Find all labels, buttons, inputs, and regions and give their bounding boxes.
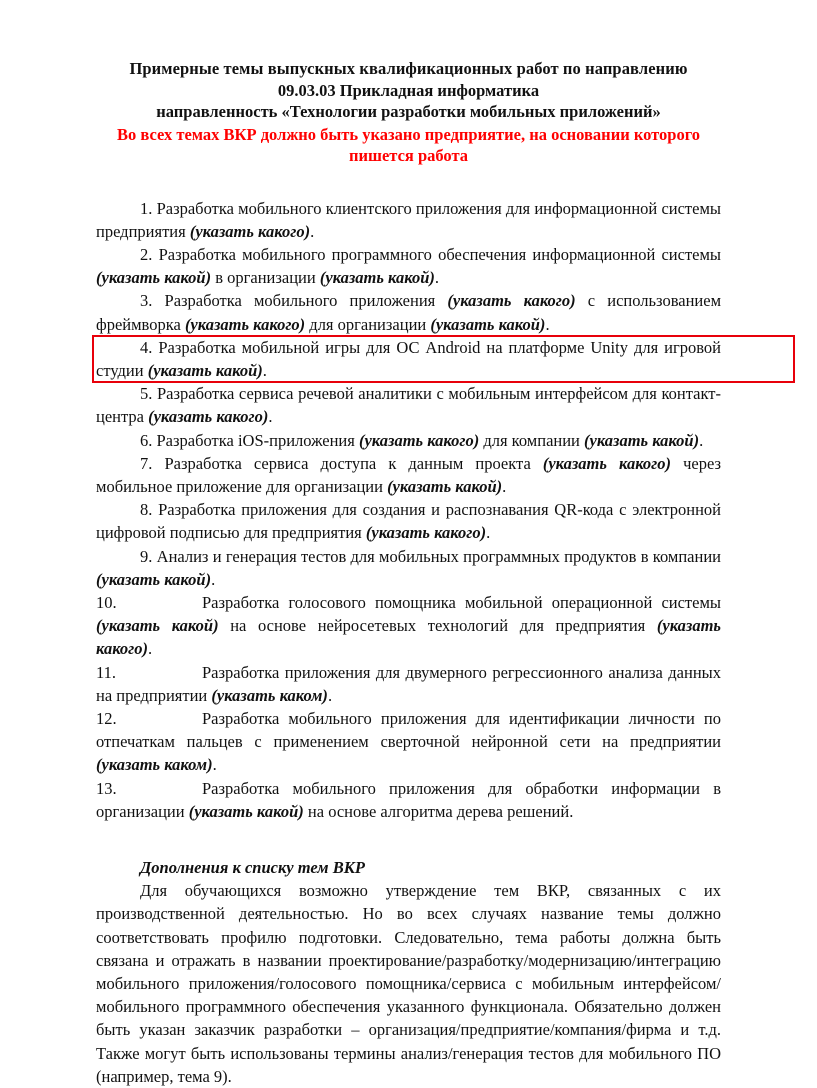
topic-text: . xyxy=(486,523,491,543)
topic-text: Разработка iOS-приложения xyxy=(156,430,359,450)
topic-item-number: 5. xyxy=(140,384,157,404)
topic-placeholder: (указать какой) xyxy=(188,801,304,821)
topic-placeholder: (указать какого) xyxy=(184,314,306,334)
topic-placeholder: (указать какой) xyxy=(584,430,700,450)
header-warning xyxy=(96,124,721,167)
addendum-section xyxy=(96,856,721,1088)
topic-text: . xyxy=(268,407,273,427)
topic-text: . xyxy=(212,755,217,775)
topic-placeholder: (указать какого) xyxy=(365,523,487,543)
topic-text: Разработка голосового помощника мобильной операционной системы xyxy=(202,592,721,612)
topic-item xyxy=(96,382,721,428)
topic-item-number: 9. xyxy=(140,546,157,566)
topic-text: для компании xyxy=(479,430,585,450)
topic-text: Разработка сервиса доступа к данным проекта xyxy=(164,453,543,473)
topic-placeholder: (указать какого) xyxy=(542,453,672,473)
topic-item-gap xyxy=(140,707,202,730)
topic-text: Разработка мобильной игры для ОС Android на платформе Unity для игровой студии xyxy=(96,337,721,380)
topic-item xyxy=(96,498,721,544)
topic-text: Разработка приложения для создания и распознавания QR-кода с электронной цифровой подписью для предприятия xyxy=(96,500,721,543)
header-title-line-3: направленность «Технологии разработки мобильных приложений» xyxy=(156,102,661,121)
topic-text: в организации xyxy=(211,268,320,288)
topic-item-number: 4. xyxy=(140,337,159,357)
topic-item-number: 8. xyxy=(140,500,159,520)
topic-placeholder: (указать какого) xyxy=(148,407,269,427)
topic-item-number: 10. xyxy=(96,592,117,612)
addendum-title: Дополнения к списку тем ВКР xyxy=(140,857,365,877)
topic-item xyxy=(96,452,721,498)
header-title-line-2: 09.03.03 Прикладная информатика xyxy=(277,80,540,100)
topic-item xyxy=(96,243,721,289)
topic-text: Разработка приложения для двумерного регрессионного анализа данных на предприятии xyxy=(96,662,721,705)
topic-text: для организации xyxy=(305,314,431,334)
topic-text: Анализ и генерация тестов для мобильных программных продуктов в компании xyxy=(156,546,721,566)
topic-text: . xyxy=(262,360,267,380)
topic-item-number: 6. xyxy=(140,430,157,450)
topic-placeholder: (указать какой) xyxy=(387,476,503,496)
header-title-line-1: Примерные темы выпускных квалификационных работ по направлению xyxy=(129,59,688,78)
topic-item xyxy=(96,661,721,707)
topic-item xyxy=(96,197,721,243)
topic-text: с использованием фреймворка xyxy=(96,291,722,334)
topic-item-number: 13. xyxy=(96,778,117,798)
topic-text: . xyxy=(699,430,704,450)
topic-text: через мобильное приложение для организации xyxy=(96,453,722,496)
addendum-body: Для обучающихся возможно утверждение тем ВКР, связанных с их производственной деятельностью. Но во всех случаях название темы должно соответствовать профилю подготовки. Следовательно, тема работы должна быть связана и отражать в названии проектирование/разработку/модернизацию/интеграцию мобильного приложения/голосового помощника/сервиса с мобильным интерфейсом/мобильного программного обеспечения указанного функционала. Обязательно должен быть указан заказчик разработки – организация/предприятие/компания/фирма и т.д. Также могут быть использованы термины анализ/генерация тестов для мобильного ПО (например, тема 9). xyxy=(96,881,721,1086)
topic-placeholder: (указать какого) xyxy=(189,221,311,241)
topic-placeholder: (указать какой) xyxy=(96,616,219,636)
topic-item-number: 3. xyxy=(140,291,165,311)
topic-text: . xyxy=(211,569,216,589)
topic-placeholder: (указать каком) xyxy=(211,685,328,705)
topic-placeholder: (указать какой) xyxy=(147,360,263,380)
topic-item xyxy=(96,336,721,382)
topic-placeholder: (указать какого) xyxy=(447,291,576,311)
topic-placeholder: (указать какого) xyxy=(358,430,480,450)
topic-text: Разработка мобильного программного обеспечения информационной системы xyxy=(158,244,722,264)
topic-item-number: 2. xyxy=(140,244,159,264)
topic-placeholder: (указать какой) xyxy=(96,569,212,589)
topic-placeholder: (указать какой) xyxy=(430,314,546,334)
topic-item xyxy=(96,707,721,777)
topic-placeholder: (указать какого) xyxy=(96,616,721,659)
topic-text: Разработка мобильного приложения xyxy=(164,291,448,311)
document-content xyxy=(96,0,721,1088)
topic-item-number: 11. xyxy=(96,662,117,682)
document-header xyxy=(96,0,721,167)
topic-text: Разработка сервиса речевой аналитики с мобильным интерфейсом для контакт-центра xyxy=(96,384,721,427)
topic-item xyxy=(96,591,721,661)
topic-placeholder: (указать какой) xyxy=(96,268,212,288)
topic-text: на основе нейросетевых технологий для предприятия xyxy=(218,616,657,636)
topic-item xyxy=(96,289,721,335)
topic-text: на основе алгоритма дерева решений. xyxy=(303,801,574,821)
topic-text: . xyxy=(502,476,507,496)
topic-item-number: 7. xyxy=(140,453,165,473)
topic-item-number: 1. xyxy=(140,198,157,218)
topic-text: . xyxy=(148,639,153,659)
topic-item xyxy=(96,777,721,823)
topic-item-number: 12. xyxy=(96,708,117,728)
topic-item xyxy=(96,545,721,591)
topic-text: . xyxy=(545,314,550,334)
topic-text: Разработка мобильного приложения для обработки информации в организации xyxy=(96,778,721,821)
topic-text: . xyxy=(327,685,333,705)
topic-item-gap xyxy=(140,591,202,614)
topic-text: Разработка мобильного приложения для идентификации личности по отпечаткам пальцев с применением сверточной нейронной сети на предприятии xyxy=(96,708,721,752)
topic-text: . xyxy=(310,221,315,241)
topic-text: . xyxy=(434,268,440,288)
header-warning-line-1: Во всех темах ВКР должно быть указано предприятие, на основании которого xyxy=(116,124,701,144)
topic-item-gap xyxy=(140,661,202,684)
topic-placeholder: (указать каком) xyxy=(96,755,213,775)
topics-list xyxy=(96,197,721,823)
topic-text: Разработка мобильного клиентского приложения для информационной системы предприятия xyxy=(96,198,721,241)
topic-item xyxy=(96,429,721,452)
header-warning-line-2: пишется работа xyxy=(349,146,468,165)
topic-item-gap xyxy=(140,777,202,800)
topic-placeholder: (указать какой) xyxy=(319,268,435,288)
